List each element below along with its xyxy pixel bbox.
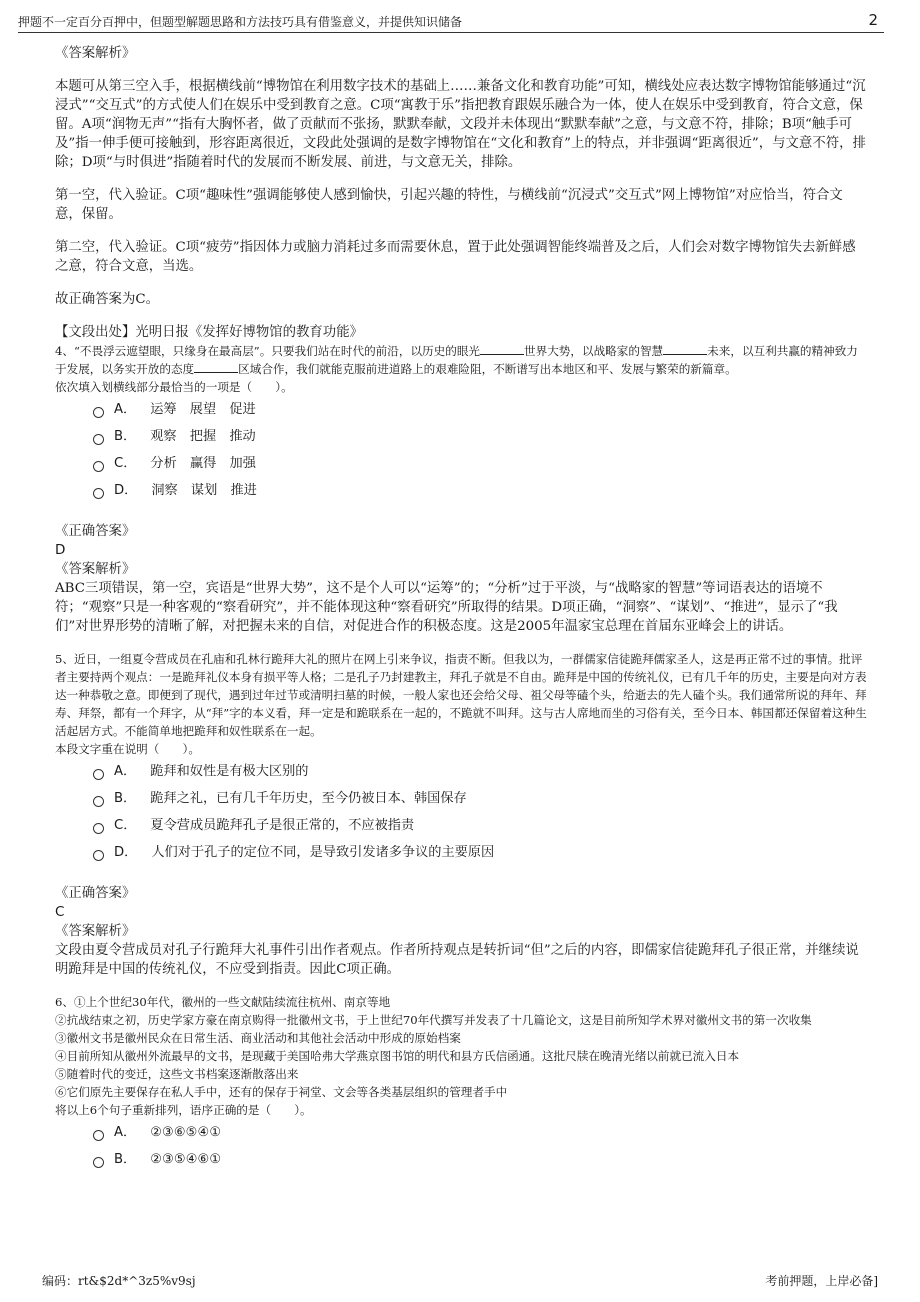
option-b[interactable]: B． ②③⑤④⑥① — [93, 1146, 867, 1173]
option-c[interactable]: C． 分析 赢得 加强 — [93, 450, 867, 477]
radio-icon[interactable] — [93, 769, 104, 780]
document-code: 编码：rt&$2d*^3z5%v9sj — [42, 1274, 196, 1288]
correct-answer: D — [55, 542, 66, 558]
question-6-sentence: ③徽州文书是徽州民众在日常生活、商业活动和其他社会活动中形成的原始档案 — [55, 1031, 461, 1045]
analysis-paragraph: 第一空，代入验证。C项“趣味性”强调能够使人感到愉快，引起兴趣的特性，与横线前“沉浸式”交互式”网上博物馆”对应恰当，符合文意，保留。 — [55, 188, 843, 222]
option-a[interactable]: A． 运筹 展望 促进 — [93, 396, 867, 423]
question-6-sentence: ④目前所知从徽州外流最早的文书，是现藏于美国哈弗大学燕京图书馆的明代和县方氏信函通。这批尺牍在晚清光绪以前就已流入日本 — [55, 1049, 740, 1063]
radio-icon[interactable] — [93, 1130, 104, 1141]
option-c[interactable]: C． 夏令营成员跪拜孔子是很正常的，不应被指责 — [93, 812, 867, 839]
correct-answer-label: 《正确答案》 — [55, 524, 136, 539]
question-6-sentence: ②抗战结束之初，历史学家方豪在南京购得一批徽州文书，于上世纪70年代撰写并发表了十几篇论文，这是目前所知学术界对徽州文书的第一次收集 — [55, 1013, 812, 1027]
option-b[interactable]: B． 跪拜之礼，已有几千年历史，至今仍被日本、韩国保存 — [93, 785, 867, 812]
analysis-paragraph: 本题可从第三空入手，根据横线前“博物馆在利用数字技术的基础上……兼备文化和教育功能”可知，横线处应表达数字博物馆能够通过“沉浸式”“交互式”的方式使人们在娱乐中受到教育之意。C项“寓教于乐”指把教育跟娱乐融合为一体，使人在娱乐中受到教育，符合文意，保留。A项“润物无声”“指有大胸怀者，做了贡献而不张扬，默默奉献，文段并未体现出“默默奉献”之意，与文意不符，排除；B项“触手可及”指一伸手便可接触到，形容距离很近，文段此处强调的是数字博物馆在“文化和教育”上的特点，并非强调“距离很近”，与文意不符，排除；D项“与时俱进”指随着时代的发展而不断发展、前进，与文意无关，排除。 — [55, 79, 866, 170]
radio-icon[interactable] — [93, 488, 104, 499]
question-5-prompt: 本段文字重在说明（ ）。 — [55, 742, 200, 756]
question-5-options — [93, 758, 867, 866]
document-body — [55, 44, 867, 1173]
analysis-paragraph: 第二空，代入验证。C项“疲劳”指因体力或脑力消耗过多而需要休息，置于此处强调智能终端普及之后，人们会对数字博物馆失去新鲜感之意，符合文意，当选。 — [55, 240, 856, 274]
option-d[interactable]: D． 洞察 谋划 推进 — [93, 477, 867, 504]
question-5-text: 5、近日，一组夏令营成员在孔庙和孔林行跪拜大礼的照片在网上引来争议，指责不断。但我以为，一群儒家信徒跪拜儒家圣人，这是再正常不过的事情。批评者主要持两个观点：一是跪拜礼仪本身有损平等人格；二是孔子乃封建教主，拜孔子就是不自由。跪拜是中国的传统礼仪，已有几千年的历史，主要是向对方表达一种恭敬之意。即便到了现代，遇到过年过节或清明扫墓的时候，一般人家也还会给父母、祖父母等磕个头，给逝去的先人磕个头。我们通常所说的拜年、拜寿、拜祭，都有一个拜字，从“拜”字的本义看，拜一定是和跪联系在一起的，不跪就不叫拜。这与古人席地而坐的习俗有关，至今日本、韩国都还保留着这种生活起居方式。不能简单地把跪拜和奴性联系在一起。 — [55, 652, 867, 738]
correct-answer-label: 《正确答案》 — [55, 886, 136, 901]
analysis-label: 《答案解析》 — [55, 46, 136, 61]
page-footer — [0, 1268, 920, 1290]
question-4-text: 4、“不畏浮云遮望眼，只缘身在最高层”。只要我们站在时代的前沿，以历史的眼光 世界大势，以战略家的智慧 未来，以互利共赢的精神致力于发展，以务实开放的态度 区域合作，我们就能克服前进道路上的艰难险阻，不断谱写出本地区和平、发展与繁荣的新篇章。 — [55, 344, 858, 376]
source-citation: 【文段出处】光明日报《发挥好博物馆的教育功能》 — [55, 325, 363, 340]
analysis-paragraph: 文段由夏令营成员对孔子行跪拜大礼事件引出作者观点。作者所持观点是转折词“但”之后的内容，即儒家信徒跪拜孔子很正常，并继续说明跪拜是中国的传统礼仪，不应受到指责。因此C项正确。 — [55, 943, 859, 977]
analysis-label: 《答案解析》 — [55, 924, 136, 939]
option-a[interactable]: A． ②③⑥⑤④① — [93, 1119, 867, 1146]
option-a[interactable]: A． 跪拜和奴性是有极大区别的 — [93, 758, 867, 785]
option-d[interactable]: D． 人们对于孔子的定位不同，是导致引发诸多争议的主要原因 — [93, 839, 867, 866]
radio-icon[interactable] — [93, 796, 104, 807]
radio-icon[interactable] — [93, 407, 104, 418]
radio-icon[interactable] — [93, 434, 104, 445]
analysis-label: 《答案解析》 — [55, 562, 136, 577]
radio-icon[interactable] — [93, 1157, 104, 1168]
question-4-options — [93, 396, 867, 504]
question-6-sentence: ⑤随着时代的变迁，这些文书档案逐渐散落出来 — [55, 1067, 299, 1081]
footer-slogan: 考前押题，上岸必备] — [765, 1274, 878, 1288]
page-number: 2 — [868, 11, 878, 29]
question-4-prompt: 依次填入划横线部分最恰当的一项是（ ）。 — [55, 380, 293, 394]
radio-icon[interactable] — [93, 850, 104, 861]
radio-icon[interactable] — [93, 823, 104, 834]
question-6-sentence: ⑥它们原先主要保存在私人手中，还有的保存于祠堂、文会等各类基层组织的管理者手中 — [55, 1085, 508, 1099]
question-6-options — [93, 1119, 867, 1173]
question-6-prompt: 将以上6个句子重新排列，语序正确的是（ ）。 — [55, 1103, 312, 1117]
question-6-sentence: 6、①上个世纪30年代，徽州的一些文献陆续流往杭州、南京等地 — [55, 995, 391, 1009]
analysis-paragraph: ABC三项错误，第一空，宾语是“世界大势”，这不是个人可以“运筹”的；“分析”过于平淡，与“战略家的智慧”等词语表达的语境不符；“观察”只是一种客观的“察看研究”，并不能体现这种“察看研究”所取得的结果。D项正确，“洞察”、“谋划”、“推进”，显示了“我们”对世界形势的清晰了解，对把握未来的自信，对促进合作的积极态度。这是2005年温家宝总理在首届东亚峰会上的讲话。 — [55, 581, 838, 634]
page-header — [18, 12, 884, 33]
correct-answer: C — [55, 904, 65, 920]
header-text: 押题不一定百分百押中，但题型解题思路和方法技巧具有借鉴意义，并提供知识储备 — [18, 15, 463, 29]
radio-icon[interactable] — [93, 461, 104, 472]
analysis-conclusion: 故正确答案为C。 — [55, 292, 159, 307]
option-b[interactable]: B． 观察 把握 推动 — [93, 423, 867, 450]
